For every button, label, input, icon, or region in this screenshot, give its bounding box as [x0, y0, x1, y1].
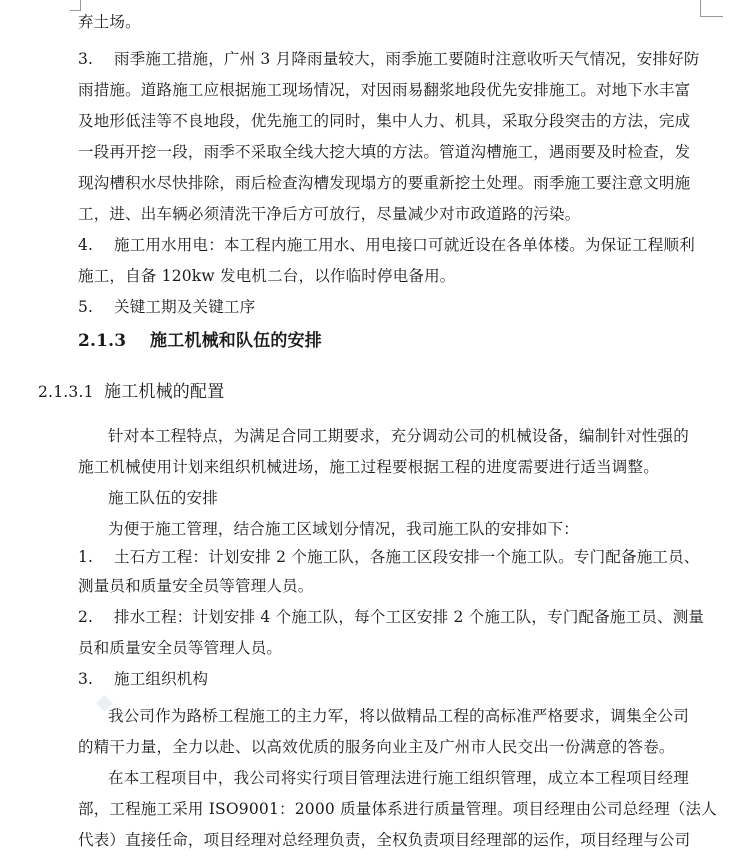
- margin-corner-mark: [70, 0, 81, 11]
- list-number: 2.: [78, 608, 94, 626]
- paragraph-line: 工，进、出车辆必须清洗干净后方可放行，尽量减少对市政道路的污染。: [78, 205, 581, 223]
- list-number: 5.: [78, 298, 94, 316]
- list-item: 1. 土石方工程：计划安排 2 个施工队，各施工区段安排一个施工队。专门配备施工员、: [78, 548, 700, 566]
- paragraph-line: 施工机械使用计划来组织机械进场，施工过程要根据工程的进度需要进行适当调整。: [78, 458, 659, 476]
- list-item: 4. 施工用水用电：本工程内施工用水、用电接口可就近设在各单体楼。为保证工程顺利: [78, 236, 695, 254]
- paragraph-line: 部，工程施工采用 ISO9001：2000 质量体系进行质量管理。项目经理由公司总经理（法人: [78, 800, 717, 818]
- list-item: 2. 排水工程：计划安排 4 个施工队，每个工区安排 2 个施工队，专门配备施工员、测量: [78, 608, 705, 626]
- list-number: 1.: [78, 548, 94, 566]
- subsection-heading: 2.1.3.1 施工机械的配置: [38, 382, 225, 402]
- list-number: 3.: [78, 50, 94, 68]
- paragraph-line: 我公司作为路桥工程施工的主力军，将以做精品工程的高标准严格要求，调集全公司: [108, 707, 689, 725]
- list-number: 4.: [78, 236, 94, 254]
- list-number: 3.: [78, 670, 94, 688]
- paragraph-line: 为便于施工管理，结合施工区域划分情况，我司施工队的安排如下：: [108, 520, 580, 538]
- list-item: 5. 关键工期及关键工序: [78, 298, 256, 316]
- paragraph-line: 现沟槽积水尽快排除，雨后检查沟槽发现塌方的要重新挖土处理。雨季施工要注意文明施: [78, 174, 691, 192]
- paragraph-line: 在本工程项目中，我公司将实行项目管理法进行施工组织管理，成立本工程项目经理: [108, 769, 689, 787]
- paragraph-line: 一段再开挖一段，雨季不采取全线大挖大填的方法。管道沟槽施工，遇雨要及时检查，发: [78, 143, 691, 161]
- paragraph-line: 针对本工程特点，为满足合同工期要求，充分调动公司的机械设备，编制针对性强的: [108, 427, 689, 445]
- paragraph-line: 弃土场。: [78, 13, 141, 31]
- watermark-mark: ◆: [96, 690, 113, 715]
- paragraph-line: 员和质量安全员等管理人员。: [78, 639, 283, 657]
- paragraph-line: 施工，自备 120kw 发电机二台，以作临时停电备用。: [78, 267, 456, 285]
- paragraph-line: 及地形低洼等不良地段，优先施工的同时，集中人力、机具，采取分段突击的方法，完成: [78, 112, 691, 130]
- list-item: 3. 施工组织机构: [78, 670, 209, 688]
- margin-corner-mark: [700, 0, 723, 17]
- paragraph-line: 的精干力量，全力以赴、以高效优质的服务向业主及广州市人民交出一份满意的答卷。: [78, 738, 675, 756]
- list-item: 3. 雨季施工措施，广州 3 月降雨量较大，雨季施工要随时注意收听天气情况，安排好防: [78, 50, 700, 68]
- paragraph-line: 雨措施。道路施工应根据施工现场情况，对因雨易翻浆地段优先安排施工。对地下水丰富: [78, 81, 691, 99]
- subheading: 施工队伍的安排: [108, 489, 218, 507]
- paragraph-line: 测量员和质量安全员等管理人员。: [78, 577, 314, 595]
- paragraph-line: 代表）直接任命，项目经理对总经理负责，全权负责项目经理部的运作，项目经理与公司: [78, 831, 691, 849]
- section-heading: 2.1.3 施工机械和队伍的安排: [78, 331, 322, 351]
- section-number: 2.1.3.1: [38, 383, 94, 401]
- section-number: 2.1.3: [78, 331, 127, 351]
